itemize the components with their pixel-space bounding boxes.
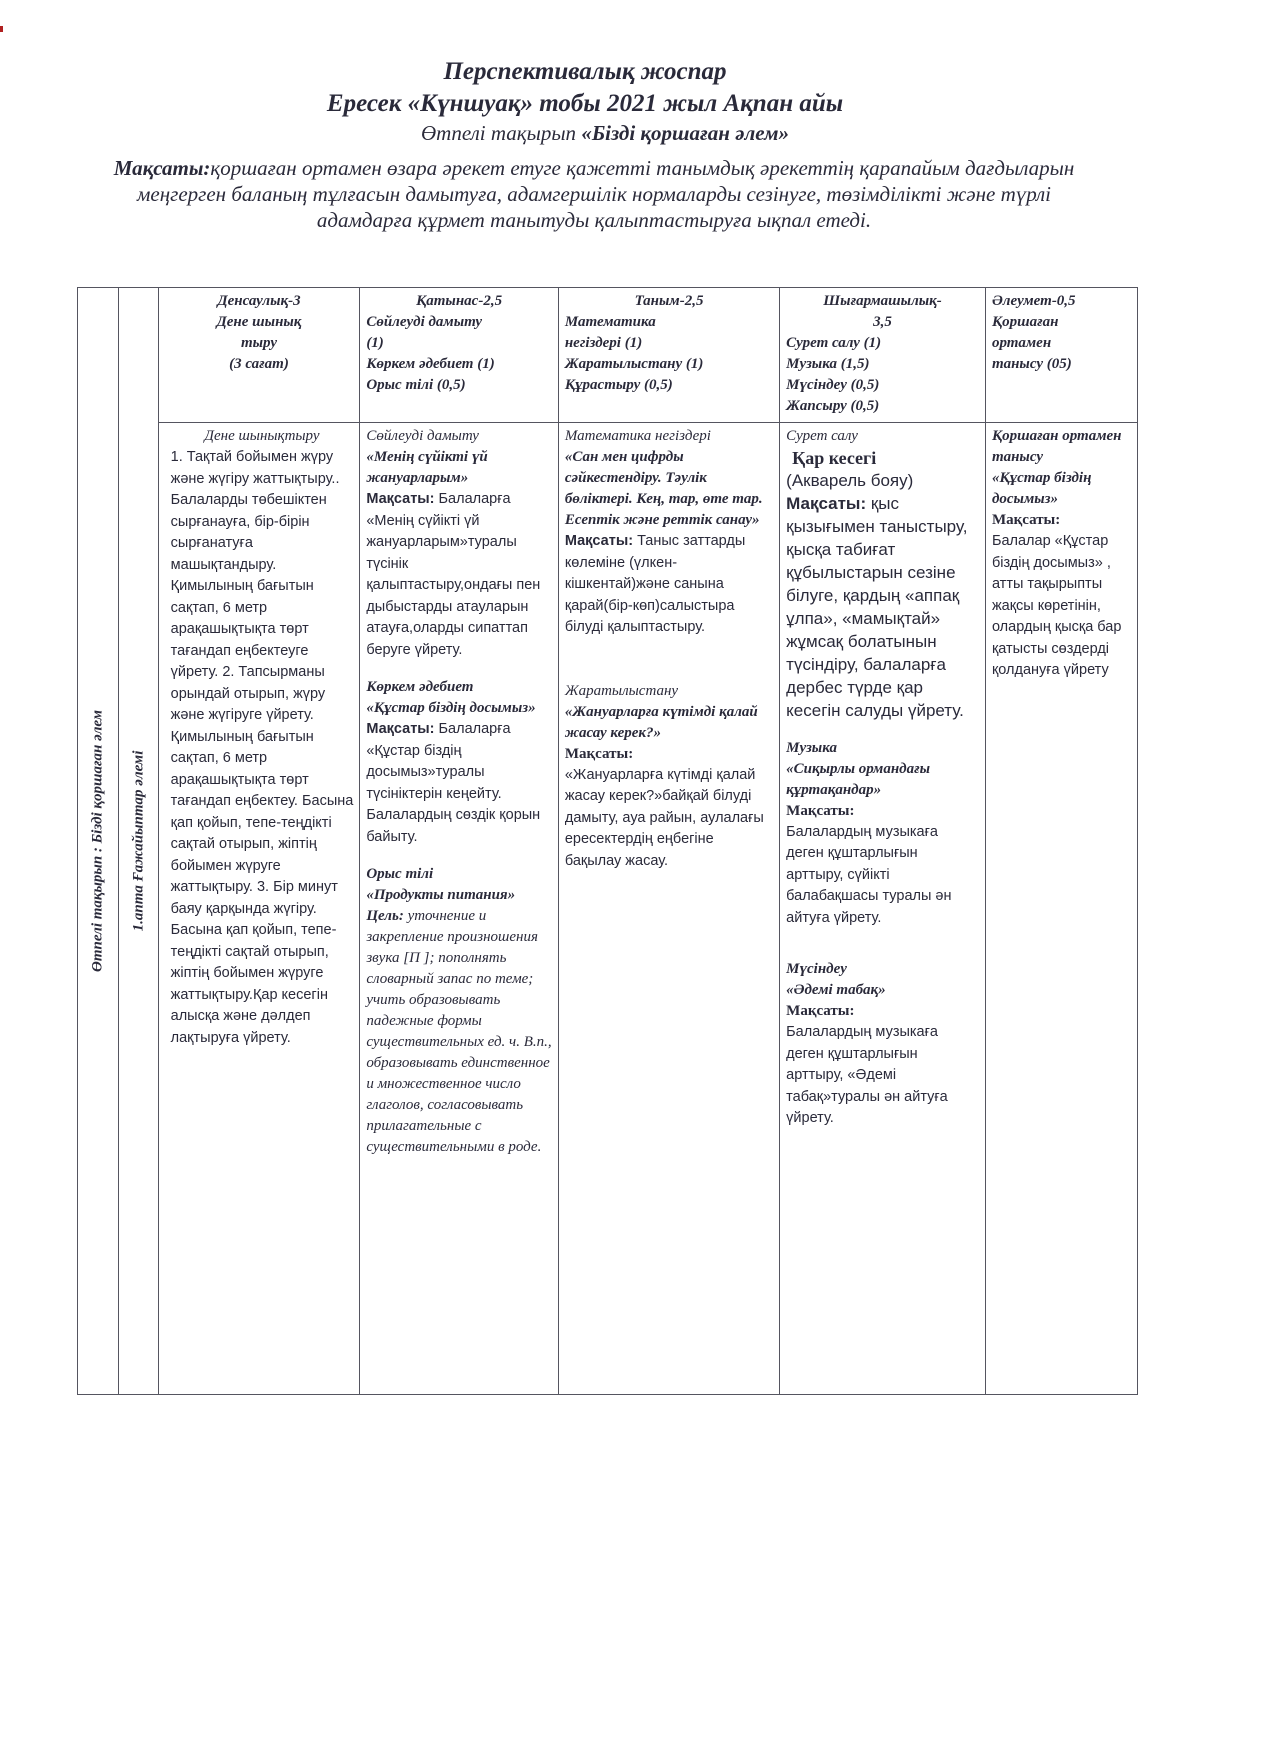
header-line: танысу (05) <box>991 356 1072 372</box>
speech-heading: Сөйлеуді дамыту <box>366 428 479 444</box>
header-creativity <box>780 288 986 423</box>
header-line: Қоршаған <box>991 314 1059 330</box>
drawing-sub: (Акварель бояу) <box>786 471 914 490</box>
env-heading: Қоршаған ортамен танысу <box>991 428 1122 465</box>
header-line: Денсаулық-3 <box>217 293 301 309</box>
cell-physical-education <box>158 423 360 1395</box>
music-heading: Музыка <box>786 739 837 756</box>
modeling-goal-label: Мақсаты: <box>786 1003 855 1019</box>
math-heading: Математика негіздері <box>564 428 711 444</box>
header-line: Шығармашылық- <box>823 293 942 309</box>
header-line: негіздері (1) <box>564 335 643 351</box>
header-line: Жаратылыстану (1) <box>564 356 704 372</box>
header-line: ортамен <box>991 335 1052 351</box>
header-line: Сөйлеуді дамыту <box>366 314 483 330</box>
env-goal: Балалар «Құстар біздің досымыз» , атты тақырыпты жақсы көретінін, олардың қысқа бар қатысты сөздерді қолдануға үйрету <box>991 533 1122 678</box>
nature-heading: Жаратылыстану <box>564 682 679 699</box>
math-goal-label: Мақсаты: <box>564 533 634 549</box>
header-line: Құрастыру (0,5) <box>564 377 673 393</box>
header-cognition <box>558 288 779 423</box>
modeling-topic: «Әдемі табақ» <box>786 982 886 998</box>
theme-line-prefix: Өтпелі тақырып <box>421 121 582 145</box>
week-side-cell <box>119 288 158 1395</box>
speech-topic: «Менің сүйікті үй жануарларым» <box>366 449 488 486</box>
header-health <box>158 288 360 423</box>
header-line: Дене шынық <box>216 314 302 330</box>
theme-side-label: Өтпелі тақырып : Бізді қоршаған әлем <box>89 709 106 973</box>
goal-paragraph <box>94 155 1094 233</box>
drawing-heading: Сурет салу <box>786 428 858 444</box>
header-communication <box>360 288 559 423</box>
scan-mark <box>0 26 3 32</box>
cell-cognition <box>558 423 779 1395</box>
header-line: Әлеумет-0,5 <box>991 293 1076 309</box>
russian-goal: уточнение и закрепление произношения звука [П ]; пополнять словарный запас по теме; учить образовывать падежные формы существительных ед. ч. В.п., образовывать единственное и множественное число глаголов, согласовывать прилагательные с существительными в роде. <box>366 908 552 1155</box>
drawing-topic: Қар кесегі <box>792 448 877 468</box>
pe-text: 1. Тақтай бойымен жүру және жүгіру жаттықтыру.. Балаларды төбешіктен сырғанауға, бір-бірін сырғанатуға машықтандыру. Қимылының бағытын сақтап, 6 метр арақашықтықта төрт тағандап еңбектеуге үйрету. 2. Тапсырманы орындай отырып, жүру және жүгіруге үйрету. Қимылының бағытын сақтап, 6 метр арақашықтықта төрт тағандап еңбектеу. Басына қап қойып, тепе-теңдікті сақтай отырып, жіптің бойымен жүруге жаттықтыру. 3. Бір минут баяу қарқында жүгіру. Басына қап қойып, тепе-теңдікті сақтай отырып, жіптің бойымен жүруге жаттықтыру.Қар кесегін алысқа және дәлдеп лақтыруға үйрету. <box>170 449 354 1046</box>
russian-heading: Орыс тілі <box>366 866 434 882</box>
document-subtitle: Ересек «Күншуақ» тобы 2021 жыл Ақпан айы <box>326 90 844 117</box>
cell-creativity <box>780 423 986 1395</box>
russian-goal-label: Цель: <box>366 908 404 924</box>
header-line: Қатынас-2,5 <box>416 293 503 309</box>
document-title: Перспективалық жоспар <box>443 58 727 85</box>
week-side-label: 1.апта Ғажайыптар әлемі <box>130 750 146 932</box>
plan-table <box>77 287 1138 1395</box>
literature-topic: «Құстар біздің досымыз» <box>366 700 536 716</box>
music-goal: Балалардың музыкаға деген құштарлығын арттыру, сүйікті балабақшасы туралы ән айтуға үйрету. <box>786 823 952 926</box>
header-line: (3 сағат) <box>229 356 289 372</box>
env-topic: «Құстар біздің досымыз» <box>991 470 1092 507</box>
literature-heading: Көркем әдебиет <box>366 679 474 695</box>
music-topic: «Сиқырлы ормандағы құртақандар» <box>786 760 931 798</box>
header-line: Сурет салу (1) <box>786 335 882 351</box>
theme-line <box>0 121 1210 146</box>
drawing-goal: қыс қызығымен таныстыру, қысқа табиғат құбылыстарын сезіне білуге, қардың «аппақ ұлпа», «мамықтай» жұмсақ болатынын түсіндіру, балаларға дербес түрде қар кесегін салуды үйрету. <box>786 493 968 720</box>
cell-social <box>985 423 1137 1395</box>
header-social <box>985 288 1137 423</box>
math-goal: Таныс заттарды көлеміне (үлкен-кішкентай)және санына қарай(бір-көп)салыстыра білуді қалыптастыру. <box>564 533 746 635</box>
nature-topic: «Жануарларға күтімді қалай жасау керек?» <box>564 703 758 741</box>
literature-goal-label: Мақсаты: <box>366 721 435 737</box>
header-line: Көркем әдебиет (1) <box>366 356 495 372</box>
header-line: Мүсіндеу (0,5) <box>786 377 880 393</box>
table-body-row <box>78 423 1138 1395</box>
goal-label: Мақсаты: <box>113 156 211 180</box>
header-line: Жапсыру (0,5) <box>786 398 880 414</box>
table-header-row <box>78 288 1138 423</box>
drawing-goal-label: Мақсаты: <box>786 493 867 513</box>
theme-side-cell <box>78 288 119 1395</box>
music-goal-label: Мақсаты: <box>786 802 855 819</box>
speech-goal-label: Мақсаты: <box>366 491 435 507</box>
goal-text: қоршаған ортамен өзара әрекет етуге қажетті танымдық әрекеттің қарапайым дағдыларын меңгерген баланың тұлғасын дамытуға, адамгершілік нормаларды сезінуге, төзімділікті және түрлі адамдарға құрмет танытуды қалыптастыруға ықпал етеді. <box>137 156 1075 232</box>
header-line: Орыс тілі (0,5) <box>366 377 466 393</box>
math-topic: «Сан мен цифрды сәйкестендіру. Тәулік бөліктері. Кең, тар, өте тар. Есептік және реттік санау» <box>564 449 763 528</box>
header-line: Таным-2,5 <box>634 293 704 309</box>
header-line: тыру <box>240 335 277 351</box>
header-line: 3,5 <box>873 314 892 330</box>
modeling-heading: Мүсіндеу <box>786 961 847 977</box>
pe-heading: Дене шынықтыру <box>204 428 320 444</box>
theme-line-name: «Бізді қоршаған әлем» <box>581 121 789 145</box>
header-line: Математика <box>564 314 656 330</box>
header-line: (1) <box>366 335 384 351</box>
cell-communication <box>360 423 559 1395</box>
nature-goal-label: Мақсаты: <box>564 745 634 762</box>
nature-goal: «Жануарларға күтімді қалай жасау керек?»байқай білуді дамыту, ауа райын, аулалағы ересектердің еңбегіне бақылау жасау. <box>564 766 764 869</box>
speech-goal: Балаларға «Менің сүйікті үй жануарларым»туралы түсінік қалыптастыру,ондағы пен дыбыстарды атауларын атауға,оларды сипаттап беруге үйрету. <box>366 491 541 658</box>
header-line: Музыка (1,5) <box>786 356 870 372</box>
russian-topic: «Продукты питания» <box>366 887 516 903</box>
modeling-goal: Балалардың музыкаға деген құштарлығын арттыру, «Әдемі табақ»туралы ән айтуға үйрету. <box>786 1024 948 1126</box>
literature-goal: Балаларға «Құстар біздің досымыз»туралы түсініктерін кеңейту. Балалардың сөздік қорын байыту. <box>366 721 541 845</box>
env-goal-label: Мақсаты: <box>991 512 1061 528</box>
